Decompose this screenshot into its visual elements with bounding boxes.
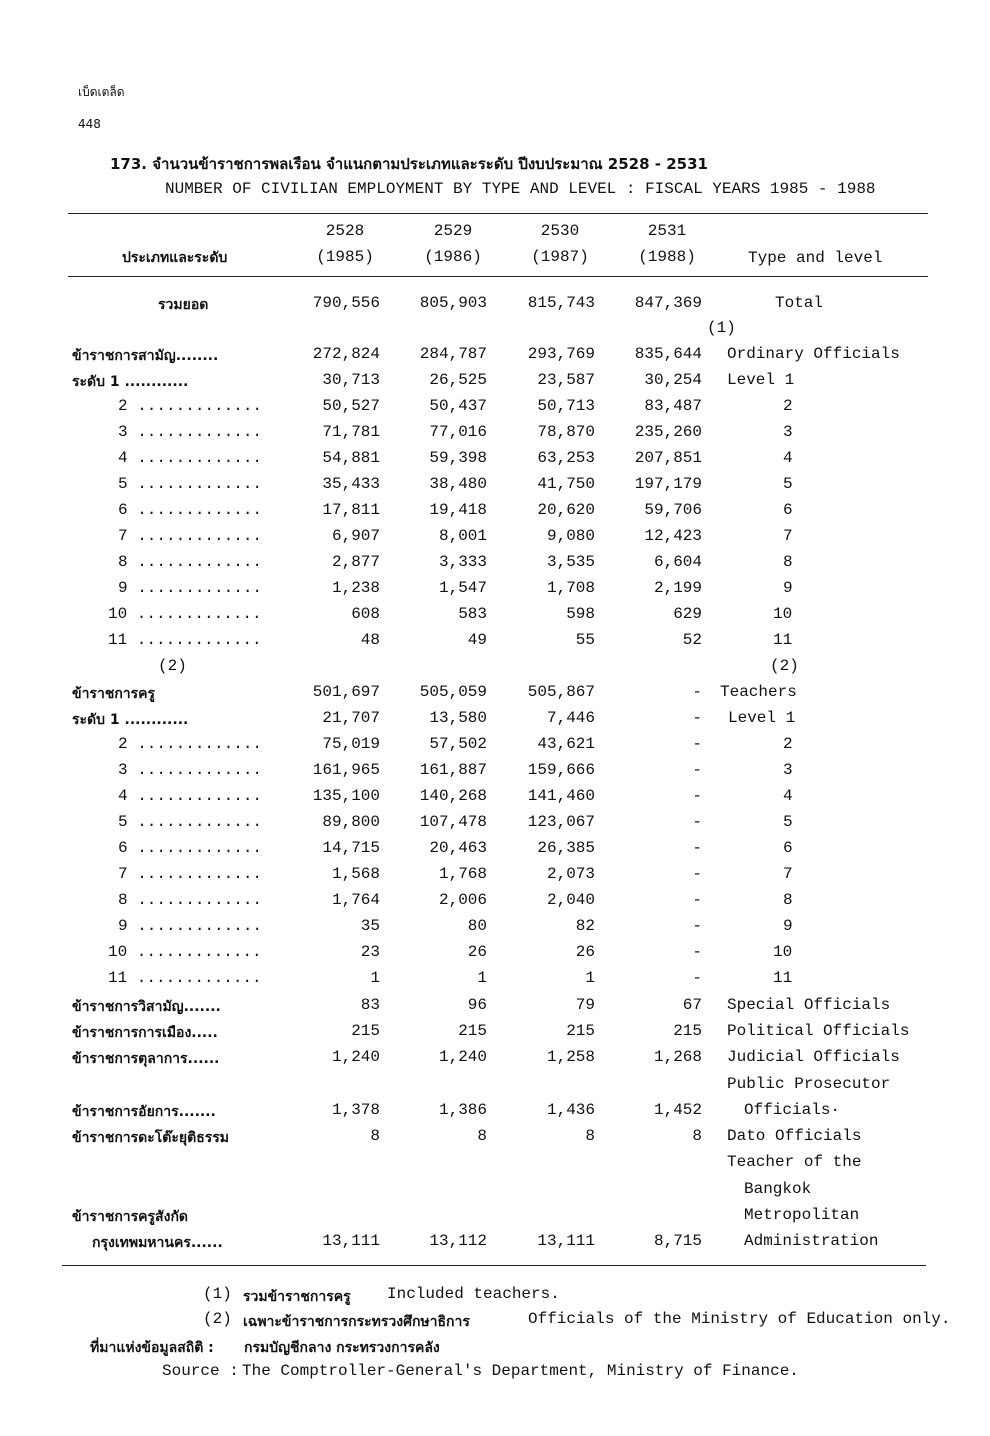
cell-year-2528: 501,697 bbox=[312, 683, 380, 701]
row-label-english: Administration bbox=[744, 1232, 879, 1250]
cell-year-2531: 1,452 bbox=[653, 1101, 702, 1119]
table-row bbox=[0, 1180, 990, 1206]
cell-year-2528: 215 bbox=[351, 1022, 380, 1040]
row-label-english: Level 1 bbox=[727, 371, 795, 389]
row-label-english: Judicial Officials bbox=[727, 1048, 900, 1066]
row-label-thai: ข้าราชการตุลาการ...... bbox=[72, 1051, 220, 1067]
cell-year-2530: 1,258 bbox=[546, 1048, 595, 1066]
cell-year-2531: - bbox=[692, 943, 702, 961]
cell-year-2528: 13,111 bbox=[322, 1232, 380, 1250]
bottom-rule bbox=[62, 1265, 926, 1266]
year-header-ce: (1985) bbox=[316, 248, 374, 266]
header-rule bbox=[68, 276, 928, 277]
cell-year-2531: - bbox=[692, 787, 702, 805]
cell-year-2529: 161,887 bbox=[419, 761, 487, 779]
cell-year-2528: 83 bbox=[360, 996, 380, 1014]
cell-year-2531: - bbox=[692, 891, 702, 909]
cell-year-2528: 1 bbox=[370, 969, 380, 987]
cell-year-2531: - bbox=[692, 813, 702, 831]
row-label-english: 2 bbox=[783, 735, 793, 753]
row-label-thai: ข้าราชการวิสามัญ....... bbox=[72, 999, 221, 1015]
row-label-english: Metropolitan bbox=[744, 1206, 860, 1224]
row-label-thai: ข้าราชการครู bbox=[72, 686, 156, 702]
cell-year-2530: 815,743 bbox=[527, 294, 595, 312]
cell-year-2530: 63,253 bbox=[537, 449, 595, 467]
cell-year-2528: 14,715 bbox=[322, 839, 380, 857]
cell-year-2528: 2,877 bbox=[331, 553, 380, 571]
row-label-english: 7 bbox=[783, 865, 793, 883]
row-label-english: 4 bbox=[783, 787, 793, 805]
footnote-thai: เฉพาะข้าราชการกระทรวงศึกษาธิการ bbox=[243, 1314, 470, 1330]
year-header-be: 2531 bbox=[647, 222, 687, 240]
cell-year-2529: 77,016 bbox=[429, 423, 487, 441]
cell-year-2529: 284,787 bbox=[419, 345, 487, 363]
row-label-thai: 5 ............. bbox=[118, 813, 263, 831]
table-row bbox=[0, 865, 990, 891]
row-label-english: 11 bbox=[773, 631, 793, 649]
cell-year-2528: 50,527 bbox=[322, 397, 380, 415]
cell-year-2529: 19,418 bbox=[429, 501, 487, 519]
table-row bbox=[0, 917, 990, 943]
cell-year-2529: 50,437 bbox=[429, 397, 487, 415]
footnote-english: Included teachers. bbox=[387, 1285, 560, 1303]
cell-year-2530: 26,385 bbox=[537, 839, 595, 857]
row-label-english: 3 bbox=[783, 423, 793, 441]
cell-year-2531: 6,604 bbox=[653, 553, 702, 571]
source-text-thai: กรมบัญชีกลาง กระทรวงการคลัง bbox=[244, 1340, 440, 1356]
row-label-english: 11 bbox=[773, 969, 793, 987]
cell-year-2528: 1,568 bbox=[331, 865, 380, 883]
row-label-english: Special Officials bbox=[727, 996, 891, 1014]
cell-year-2530: 2,040 bbox=[546, 891, 595, 909]
table-row bbox=[0, 294, 990, 320]
cell-year-2529: 2,006 bbox=[438, 891, 487, 909]
table-row bbox=[0, 527, 990, 553]
cell-year-2528: 75,019 bbox=[322, 735, 380, 753]
row-label-thai: 4 ............. bbox=[118, 449, 263, 467]
row-label-thai: 9 ............. bbox=[118, 917, 263, 935]
cell-year-2529: 3,333 bbox=[438, 553, 487, 571]
cell-year-2530: 50,713 bbox=[537, 397, 595, 415]
row-label-english: Teachers bbox=[720, 683, 797, 701]
row-label-thai: 9 ............. bbox=[118, 579, 263, 597]
table-row bbox=[0, 1206, 990, 1232]
table-row bbox=[0, 1048, 990, 1074]
row-label-thai: 2 ............. bbox=[118, 735, 263, 753]
table-row bbox=[0, 371, 990, 397]
row-label-thai: (2) bbox=[158, 657, 187, 675]
row-label-english: 8 bbox=[783, 553, 793, 571]
table-row bbox=[0, 1153, 990, 1179]
cell-year-2531: 235,260 bbox=[634, 423, 702, 441]
cell-year-2529: 140,268 bbox=[419, 787, 487, 805]
cell-year-2530: 7,446 bbox=[546, 709, 595, 727]
row-label-english: Ordinary Officials bbox=[727, 345, 900, 363]
row-label-thai: 6 ............. bbox=[118, 501, 263, 519]
table-row bbox=[0, 787, 990, 813]
english-label-header: Type and level bbox=[748, 249, 883, 267]
cell-year-2528: 35 bbox=[360, 917, 380, 935]
table-row bbox=[0, 1075, 990, 1101]
table-row bbox=[0, 891, 990, 917]
row-label-english: 7 bbox=[783, 527, 793, 545]
year-header-be: 2529 bbox=[433, 222, 473, 240]
row-label-english: Dato Officials bbox=[727, 1127, 862, 1145]
cell-year-2530: 23,587 bbox=[537, 371, 595, 389]
table-row bbox=[0, 423, 990, 449]
row-label-english: 9 bbox=[783, 579, 793, 597]
row-label-english: 5 bbox=[783, 813, 793, 831]
cell-year-2529: 96 bbox=[467, 996, 487, 1014]
cell-year-2531: - bbox=[692, 709, 702, 727]
cell-year-2531: 59,706 bbox=[644, 501, 702, 519]
row-label-english: 10 bbox=[773, 943, 793, 961]
cell-year-2528: 608 bbox=[351, 605, 380, 623]
cell-year-2530: 598 bbox=[566, 605, 595, 623]
table-row bbox=[0, 553, 990, 579]
row-label-thai: 7 ............. bbox=[118, 527, 263, 545]
cell-year-2528: 1,378 bbox=[331, 1101, 380, 1119]
row-label-thai: 6 ............. bbox=[118, 839, 263, 857]
cell-year-2530: 2,073 bbox=[546, 865, 595, 883]
cell-year-2531: 847,369 bbox=[634, 294, 702, 312]
row-label-thai: 4 ............. bbox=[118, 787, 263, 805]
row-label-english: 2 bbox=[783, 397, 793, 415]
footnote-mark: (1) bbox=[203, 1285, 232, 1303]
thai-label-header: ประเภทและระดับ bbox=[122, 250, 228, 266]
year-header-ce: (1988) bbox=[638, 248, 696, 266]
cell-year-2530: 26 bbox=[575, 943, 595, 961]
source-label-thai: ที่มาแห่งข้อมูลสถิติ : bbox=[90, 1340, 214, 1356]
table-row bbox=[0, 631, 990, 657]
cell-year-2528: 790,556 bbox=[312, 294, 380, 312]
row-label-thai: ข้าราชการการเมือง..... bbox=[72, 1025, 218, 1041]
row-label-thai: 10 ............. bbox=[108, 943, 262, 961]
cell-year-2531: 1,268 bbox=[653, 1048, 702, 1066]
section-header: เบ็ดเตล็ด bbox=[78, 85, 125, 99]
cell-year-2528: 8 bbox=[370, 1127, 380, 1145]
table-row bbox=[0, 501, 990, 527]
row-label-english: Total bbox=[775, 294, 824, 312]
row-label-english: 8 bbox=[783, 891, 793, 909]
row-label-thai: ข้าราชการสามัญ........ bbox=[72, 348, 219, 364]
row-label-english: 6 bbox=[783, 501, 793, 519]
cell-year-2531: 8,715 bbox=[653, 1232, 702, 1250]
table-row bbox=[0, 1232, 990, 1258]
cell-year-2529: 8 bbox=[477, 1127, 487, 1145]
cell-year-2530: 43,621 bbox=[537, 735, 595, 753]
row-label-english: Officials· bbox=[744, 1101, 841, 1119]
table-row bbox=[0, 345, 990, 371]
cell-year-2530: 78,870 bbox=[537, 423, 595, 441]
table-row bbox=[0, 943, 990, 969]
cell-year-2531: - bbox=[692, 683, 702, 701]
cell-year-2529: 583 bbox=[458, 605, 487, 623]
cell-year-2528: 30,713 bbox=[322, 371, 380, 389]
page-number: 448 bbox=[78, 117, 101, 131]
row-label-english: Political Officials bbox=[727, 1022, 910, 1040]
table-title-thai: 173. จำนวนข้าราชการพลเรือน จำแนกตามประเภทและระดับ ปีงบประมาณ 2528 - 2531 bbox=[110, 155, 708, 173]
cell-year-2531: 30,254 bbox=[644, 371, 702, 389]
cell-year-2528: 48 bbox=[360, 631, 380, 649]
table-row bbox=[0, 449, 990, 475]
cell-year-2529: 59,398 bbox=[429, 449, 487, 467]
table-row bbox=[0, 813, 990, 839]
cell-year-2529: 805,903 bbox=[419, 294, 487, 312]
row-label-thai: 8 ............. bbox=[118, 553, 263, 571]
row-label-thai: 2 ............. bbox=[118, 397, 263, 415]
cell-year-2531: 83,487 bbox=[644, 397, 702, 415]
row-label-english: (1) bbox=[707, 319, 736, 337]
row-label-english: Public Prosecutor bbox=[727, 1075, 891, 1093]
cell-year-2531: 629 bbox=[673, 605, 702, 623]
cell-year-2530: 293,769 bbox=[527, 345, 595, 363]
cell-year-2528: 17,811 bbox=[322, 501, 380, 519]
row-label-thai: ข้าราชการดะโต๊ะยุติธรรม bbox=[72, 1130, 230, 1146]
source-text-english: The Comptroller-General's Department, Ministry of Finance. bbox=[242, 1362, 799, 1380]
cell-year-2528: 21,707 bbox=[322, 709, 380, 727]
table-row bbox=[0, 969, 990, 995]
cell-year-2531: - bbox=[692, 761, 702, 779]
row-label-thai: 7 ............. bbox=[118, 865, 263, 883]
cell-year-2529: 49 bbox=[467, 631, 487, 649]
table-row bbox=[0, 475, 990, 501]
cell-year-2530: 215 bbox=[566, 1022, 595, 1040]
row-label-english: 3 bbox=[783, 761, 793, 779]
cell-year-2530: 159,666 bbox=[527, 761, 595, 779]
cell-year-2530: 3,535 bbox=[546, 553, 595, 571]
cell-year-2528: 71,781 bbox=[322, 423, 380, 441]
table-row bbox=[0, 579, 990, 605]
row-label-thai: ข้าราชการครูสังกัด bbox=[72, 1209, 189, 1225]
cell-year-2528: 1,240 bbox=[331, 1048, 380, 1066]
table-row bbox=[0, 605, 990, 631]
row-label-english: 10 bbox=[773, 605, 793, 623]
row-label-english: 4 bbox=[783, 449, 793, 467]
cell-year-2530: 1,436 bbox=[546, 1101, 595, 1119]
cell-year-2531: 52 bbox=[682, 631, 702, 649]
cell-year-2531: 835,644 bbox=[634, 345, 702, 363]
footnote-thai: รวมข้าราชการครู bbox=[243, 1289, 351, 1305]
row-label-thai: รวมยอด bbox=[158, 297, 209, 313]
year-header-be: 2530 bbox=[540, 222, 580, 240]
row-label-english: 5 bbox=[783, 475, 793, 493]
cell-year-2531: 197,179 bbox=[634, 475, 702, 493]
cell-year-2530: 55 bbox=[575, 631, 595, 649]
cell-year-2528: 35,433 bbox=[322, 475, 380, 493]
cell-year-2529: 1,547 bbox=[438, 579, 487, 597]
cell-year-2529: 13,112 bbox=[429, 1232, 487, 1250]
cell-year-2531: - bbox=[692, 917, 702, 935]
row-label-english: 9 bbox=[783, 917, 793, 935]
cell-year-2531: - bbox=[692, 735, 702, 753]
row-label-thai: ระดับ 1 ............ bbox=[72, 374, 189, 390]
cell-year-2529: 1,768 bbox=[438, 865, 487, 883]
row-label-thai: 3 ............. bbox=[118, 423, 263, 441]
cell-year-2529: 20,463 bbox=[429, 839, 487, 857]
cell-year-2528: 272,824 bbox=[312, 345, 380, 363]
cell-year-2528: 1,238 bbox=[331, 579, 380, 597]
row-label-english: Teacher of the bbox=[727, 1153, 862, 1171]
cell-year-2529: 107,478 bbox=[419, 813, 487, 831]
cell-year-2529: 1 bbox=[477, 969, 487, 987]
table-row bbox=[0, 657, 990, 683]
row-label-english: Level 1 bbox=[728, 709, 796, 727]
cell-year-2529: 215 bbox=[458, 1022, 487, 1040]
table-row bbox=[0, 319, 990, 345]
cell-year-2530: 141,460 bbox=[527, 787, 595, 805]
row-label-thai: 3 ............. bbox=[118, 761, 263, 779]
cell-year-2529: 26 bbox=[467, 943, 487, 961]
table-row bbox=[0, 1127, 990, 1153]
cell-year-2531: - bbox=[692, 865, 702, 883]
cell-year-2529: 1,240 bbox=[438, 1048, 487, 1066]
footnote-english: Officials of the Ministry of Education only. bbox=[528, 1310, 951, 1328]
cell-year-2531: - bbox=[692, 969, 702, 987]
footnote-mark: (2) bbox=[203, 1310, 232, 1328]
cell-year-2528: 23 bbox=[360, 943, 380, 961]
cell-year-2530: 505,867 bbox=[527, 683, 595, 701]
row-label-thai: ข้าราชการอัยการ....... bbox=[72, 1104, 216, 1120]
year-header-ce: (1987) bbox=[531, 248, 589, 266]
row-label-thai: 5 ............. bbox=[118, 475, 263, 493]
cell-year-2529: 57,502 bbox=[429, 735, 487, 753]
cell-year-2530: 123,067 bbox=[527, 813, 595, 831]
cell-year-2529: 13,580 bbox=[429, 709, 487, 727]
row-label-thai: 8 ............. bbox=[118, 891, 263, 909]
cell-year-2529: 8,001 bbox=[438, 527, 487, 545]
table-row bbox=[0, 735, 990, 761]
cell-year-2530: 8 bbox=[585, 1127, 595, 1145]
cell-year-2530: 1 bbox=[585, 969, 595, 987]
row-label-thai: 11 ............. bbox=[108, 969, 262, 987]
table-row bbox=[0, 839, 990, 865]
row-label-thai: กรุงเทพมหานคร...... bbox=[92, 1235, 223, 1251]
source-label-english: Source : bbox=[162, 1362, 239, 1380]
table-row bbox=[0, 709, 990, 735]
cell-year-2531: 207,851 bbox=[634, 449, 702, 467]
cell-year-2528: 54,881 bbox=[322, 449, 380, 467]
table-row bbox=[0, 1022, 990, 1048]
cell-year-2529: 26,525 bbox=[429, 371, 487, 389]
cell-year-2529: 1,386 bbox=[438, 1101, 487, 1119]
cell-year-2528: 6,907 bbox=[331, 527, 380, 545]
cell-year-2529: 505,059 bbox=[419, 683, 487, 701]
cell-year-2530: 9,080 bbox=[546, 527, 595, 545]
row-label-english: (2) bbox=[770, 657, 799, 675]
cell-year-2528: 89,800 bbox=[322, 813, 380, 831]
year-header-be: 2528 bbox=[325, 222, 365, 240]
cell-year-2529: 80 bbox=[467, 917, 487, 935]
cell-year-2528: 1,764 bbox=[331, 891, 380, 909]
row-label-thai: 10 ............. bbox=[108, 605, 262, 623]
table-row bbox=[0, 397, 990, 423]
cell-year-2531: 12,423 bbox=[644, 527, 702, 545]
cell-year-2530: 20,620 bbox=[537, 501, 595, 519]
cell-year-2529: 38,480 bbox=[429, 475, 487, 493]
year-header-ce: (1986) bbox=[424, 248, 482, 266]
row-label-english: Bangkok bbox=[744, 1180, 812, 1198]
cell-year-2531: - bbox=[692, 839, 702, 857]
cell-year-2528: 135,100 bbox=[312, 787, 380, 805]
table-title-english: NUMBER OF CIVILIAN EMPLOYMENT BY TYPE AND LEVEL : FISCAL YEARS 1985 - 1988 bbox=[165, 180, 876, 198]
table-row bbox=[0, 1101, 990, 1127]
top-rule bbox=[68, 213, 928, 214]
table-row bbox=[0, 761, 990, 787]
row-label-thai: ระดับ 1 ............ bbox=[72, 712, 189, 728]
cell-year-2530: 13,111 bbox=[537, 1232, 595, 1250]
cell-year-2531: 8 bbox=[692, 1127, 702, 1145]
cell-year-2530: 79 bbox=[575, 996, 595, 1014]
table-row bbox=[0, 683, 990, 709]
cell-year-2528: 161,965 bbox=[312, 761, 380, 779]
row-label-thai: 11 ............. bbox=[108, 631, 262, 649]
row-label-english: 6 bbox=[783, 839, 793, 857]
cell-year-2531: 67 bbox=[682, 996, 702, 1014]
cell-year-2530: 41,750 bbox=[537, 475, 595, 493]
table-row bbox=[0, 996, 990, 1022]
cell-year-2531: 215 bbox=[673, 1022, 702, 1040]
cell-year-2530: 1,708 bbox=[546, 579, 595, 597]
cell-year-2531: 2,199 bbox=[653, 579, 702, 597]
cell-year-2530: 82 bbox=[575, 917, 595, 935]
